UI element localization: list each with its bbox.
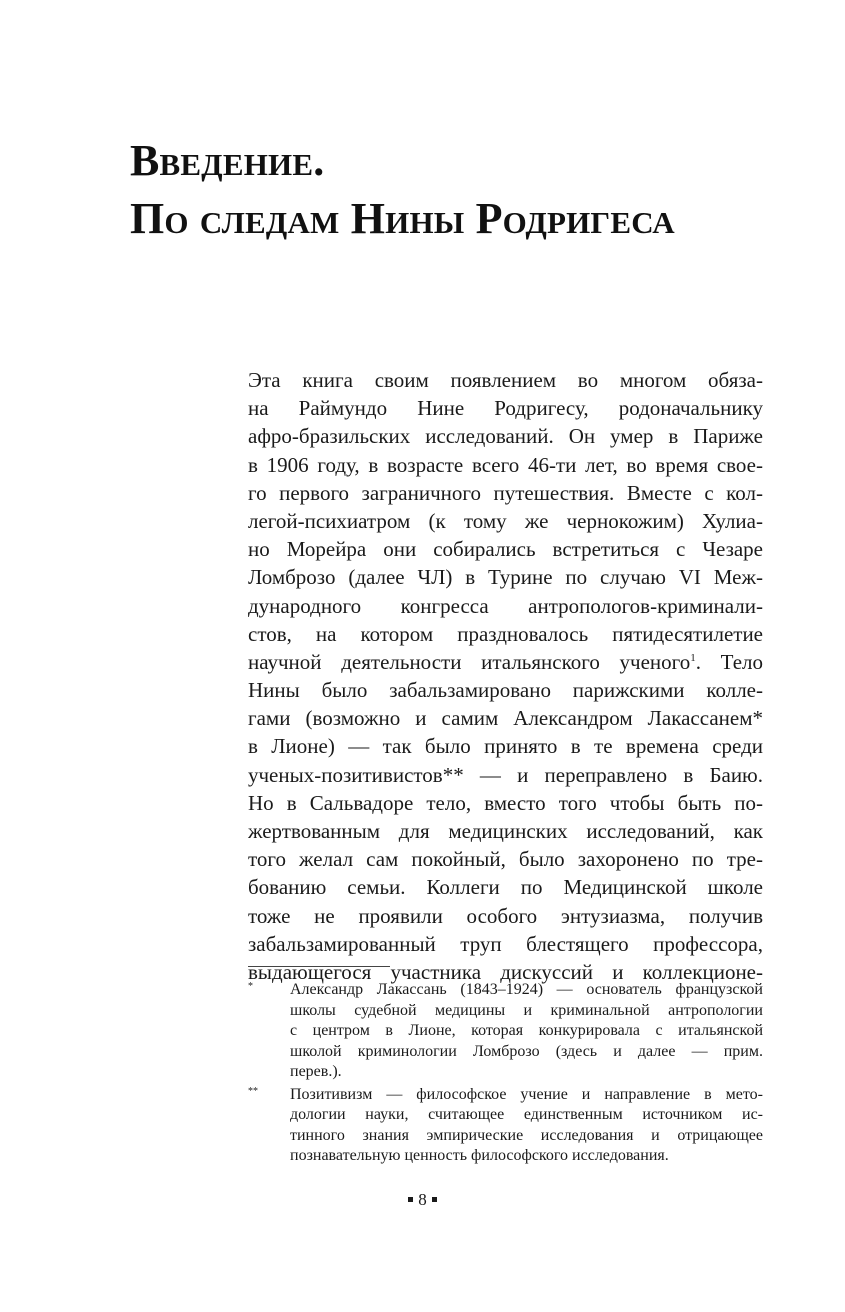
page-number-ornament — [408, 1197, 413, 1202]
body-line: Эта книга своим появлением во многом обяза- — [248, 368, 763, 392]
footnote-line: дологии науки, считающее единственным источником ис- — [290, 1106, 763, 1123]
body-line: Нины было забальзамировано парижскими колле- — [248, 678, 763, 703]
body-line: тоже не проявили особого энтузиазма, получив — [248, 903, 763, 928]
footnote-line: Позитивизм — философское учение и направление в мето- — [290, 1085, 763, 1103]
body-line: в Лионе) — так было принято в те времена среди — [248, 734, 763, 759]
body-line: в 1906 году, в возрасте всего 46-ти лет, во время свое- — [248, 452, 763, 477]
footnote-separator — [248, 966, 390, 967]
body-paragraph — [248, 366, 763, 986]
footnote-line: Александр Лакассань (1843–1924) — основатель французской — [290, 981, 763, 998]
body-line: бованию семьи. Коллеги по Медицинской школе — [248, 875, 763, 900]
body-line: выдающегося участника дискуссий и коллекционе- — [248, 959, 763, 984]
body-line: го первого заграничного путешествия. Вместе с кол- — [248, 480, 763, 505]
footnote-line: тинного знания эмпирические исследования и отрицающее — [290, 1126, 763, 1144]
footnote — [248, 980, 763, 1083]
footnote-ref: 1 — [690, 651, 696, 664]
body-line: афро-бразильских исследований. Он умер в Париже — [248, 424, 763, 449]
body-line-tail: . Тело — [695, 649, 763, 674]
footnote-mark: ** — [248, 1085, 258, 1097]
body-line: того желал сам покойный, было захоронено по тре- — [248, 847, 763, 872]
footnote-line: с центром в Лионе, которая конкурировала с итальянской — [290, 1022, 763, 1039]
footnote-line: перев.). — [290, 1063, 342, 1080]
chapter-title-line-2: По следам Нины Родригеса — [130, 194, 675, 243]
chapter-title — [130, 132, 810, 248]
chapter-title-line-1: Введение. — [130, 136, 325, 185]
body-line: жертвованным для медицинских исследований, как — [248, 819, 763, 843]
page-number-ornament — [432, 1197, 437, 1202]
footnote — [248, 1085, 763, 1167]
page-number-value: 8 — [418, 1190, 427, 1209]
body-line: легой-психиатром (к тому же чернокожим) Хулиа- — [248, 508, 763, 533]
footnote-mark: * — [248, 981, 253, 992]
body-line: Но в Сальвадоре тело, вместо того чтобы быть по- — [248, 790, 763, 815]
footnotes — [248, 980, 763, 1169]
footnote-line: школой криминологии Ломброзо (здесь и далее — прим. — [290, 1042, 763, 1060]
body-line-with-footnote-ref — [248, 648, 763, 676]
page-number — [0, 1190, 845, 1210]
body-line: ученых-позитивистов** — и переправлено в Баию. — [248, 762, 763, 787]
footnote-line: школы судебной медицины и криминальной антропологии — [290, 1001, 763, 1019]
body-line: стов, на котором праздновалось пятидесятилетие — [248, 621, 763, 646]
body-line: гами (возможно и самим Александром Лакассанем* — [248, 706, 763, 731]
footnote-line: познавательную ценность философского исследования. — [290, 1147, 669, 1164]
body-line: но Морейра они собирались встретиться с Чезаре — [248, 537, 763, 562]
body-line: на Раймундо Нине Родригесу, родоначальнику — [248, 396, 763, 421]
body-line: дународного конгресса антропологов-криминали- — [248, 593, 763, 618]
body-line: забальзамированный труп блестящего профессора, — [248, 931, 763, 956]
body-line-text: научной деятельности итальянского ученого — [248, 649, 691, 674]
body-line: Ломброзо (далее ЧЛ) в Турине по случаю VI Меж- — [248, 565, 763, 590]
